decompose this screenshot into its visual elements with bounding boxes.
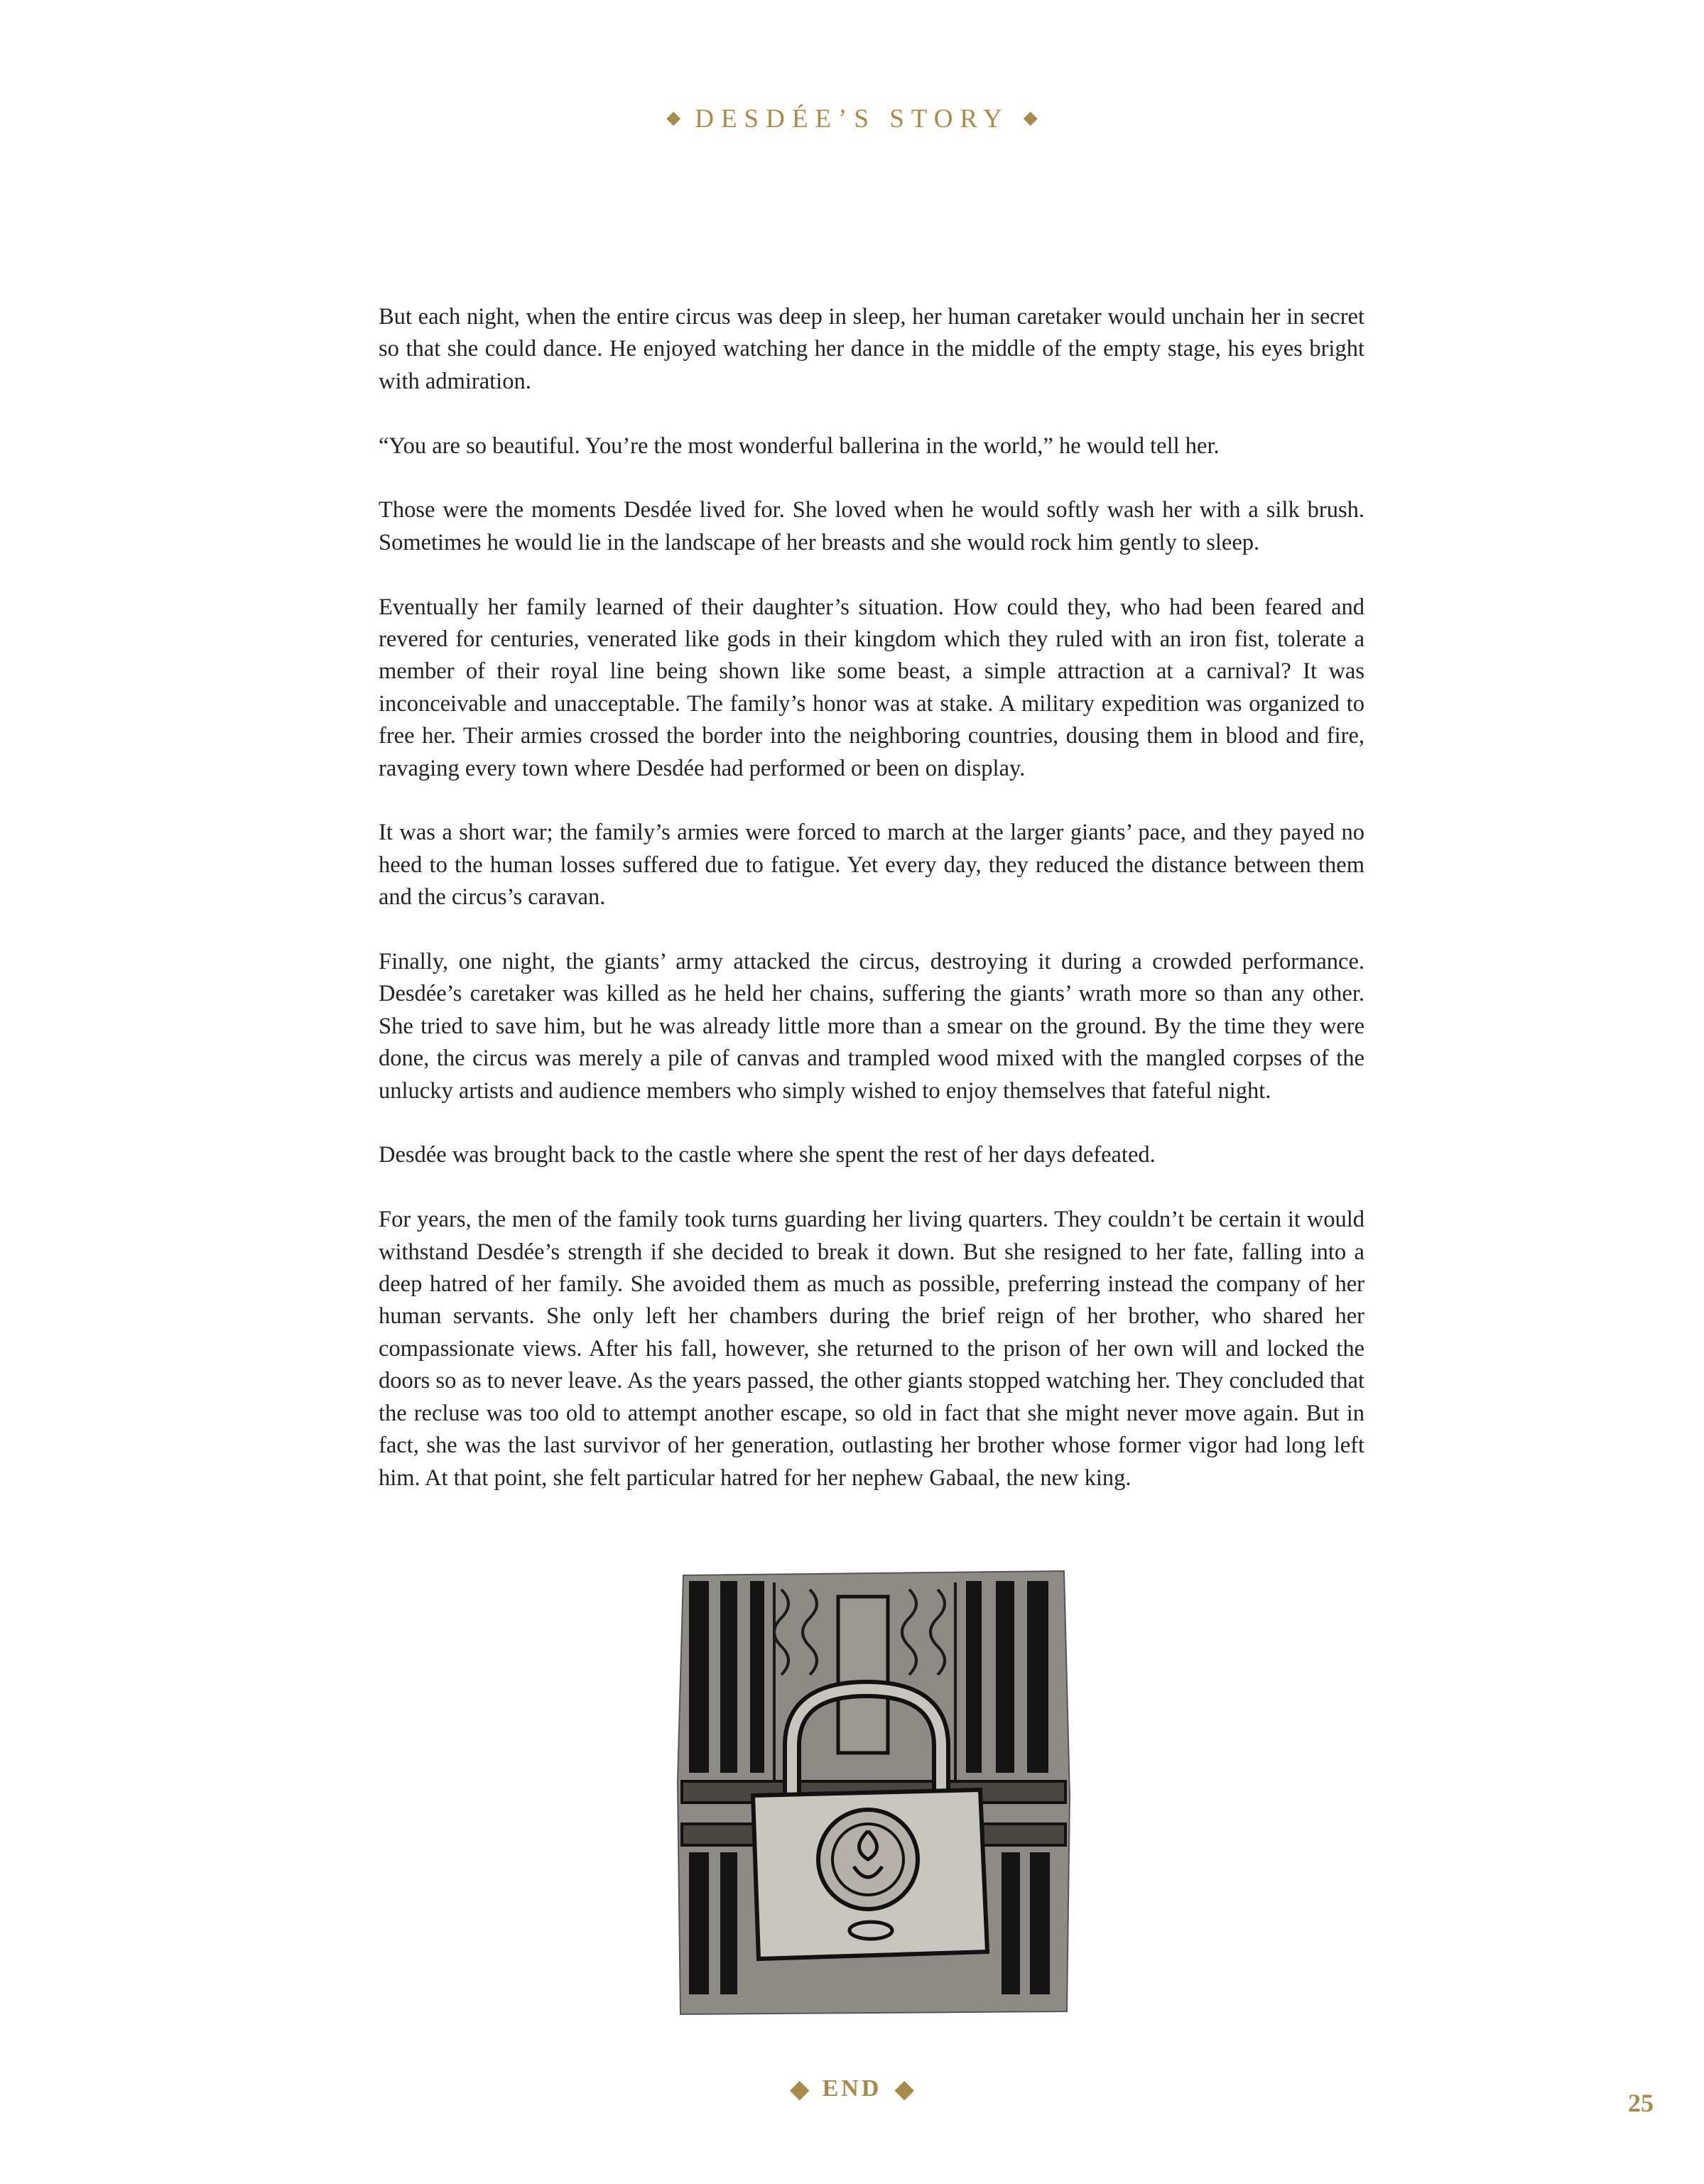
padlock-illustration: [675, 1568, 1073, 2016]
paragraph: For years, the men of the family took turns guarding her living quarters. They couldn’t be certain it would withstand Desdée’s strength if she decided to break it down. But she resigned to her fate, falling into a deep hatred of her family. She avoided them as much as possible, preferring instead the company of her human servants. She only left her chambers during the brief reign of her brother, who shared her compassionate views. After his fall, however, she returned to the prison of her own will and locked the doors so as to never leave. As the years passed, the other giants stopped watching her. They concluded that the recluse was too old to attempt another escape, so old in fact that she might never move again. But in fact, she was the last survivor of her generation, outlasting her brother whose former vigor had long left him. At that point, she felt particular hatred for her nephew Gabaal, the new king.: [379, 1207, 1364, 1491]
story-body: [379, 301, 1364, 1494]
end-marker: [0, 2074, 1704, 2104]
diamond-ornament-icon: ◆: [666, 107, 681, 128]
paragraph: But each night, when the entire circus was deep in sleep, her human caretaker would unchain her in secret so that she could dance. He enjoyed watching her dance in the middle of the empty stage, his eyes bright with admiration.: [379, 304, 1364, 394]
paragraph: It was a short war; the family’s armies were forced to march at the larger giants’ pace, and they payed no heed to the human losses suffered due to fatigue. Yet every day, they reduced the distance between them and the circus’s caravan.: [379, 820, 1364, 911]
paragraph: Those were the moments Desdée lived for. She loved when he would softly wash her with a silk brush. Sometimes he would lie in the landscape of her breasts and she would rock him gently to sleep.: [379, 497, 1364, 555]
header-title: DESDÉE’S STORY: [695, 104, 1009, 134]
paragraph: Desdée was brought back to the castle where she spent the rest of her days defeated.: [379, 1142, 1156, 1168]
paragraph: Eventually her family learned of their daughter’s situation. How could they, who had been feared and revered for centuries, venerated like gods in their kingdom which they ruled with an iron fist, tolerate a member of their royal line being shown like some beast, a simple attraction at a carnival? It was inconceivable and unacceptable. The family’s honor was at stake. A military expedition was organized to free her. Their armies crossed the border into the neighboring countries, dousing them in blood and fire, ravaging every town where Desdée had performed or been on display.: [379, 594, 1364, 781]
page-number: 25: [1628, 2089, 1654, 2117]
end-label: END: [822, 2075, 882, 2102]
running-header: [0, 104, 1704, 134]
diamond-ornament-icon: ◆: [894, 2075, 915, 2103]
paragraph: “You are so beautiful. You’re the most wonderful ballerina in the world,” he would tell her.: [379, 433, 1220, 459]
diamond-ornament-icon: ◆: [789, 2075, 810, 2103]
diamond-ornament-icon: ◆: [1023, 107, 1038, 128]
paragraph: Finally, one night, the giants’ army attacked the circus, destroying it during a crowded performance. Desdée’s caretaker was killed as he held her chains, suffering the giants’ wrath more so than any other. She tried to save him, but he was already little more than a smear on the ground. By the time they were done, the circus was merely a pile of canvas and trampled wood mixed with the mangled corpses of the unlucky artists and audience members who simply wished to enjoy themselves that fateful night.: [379, 949, 1364, 1104]
